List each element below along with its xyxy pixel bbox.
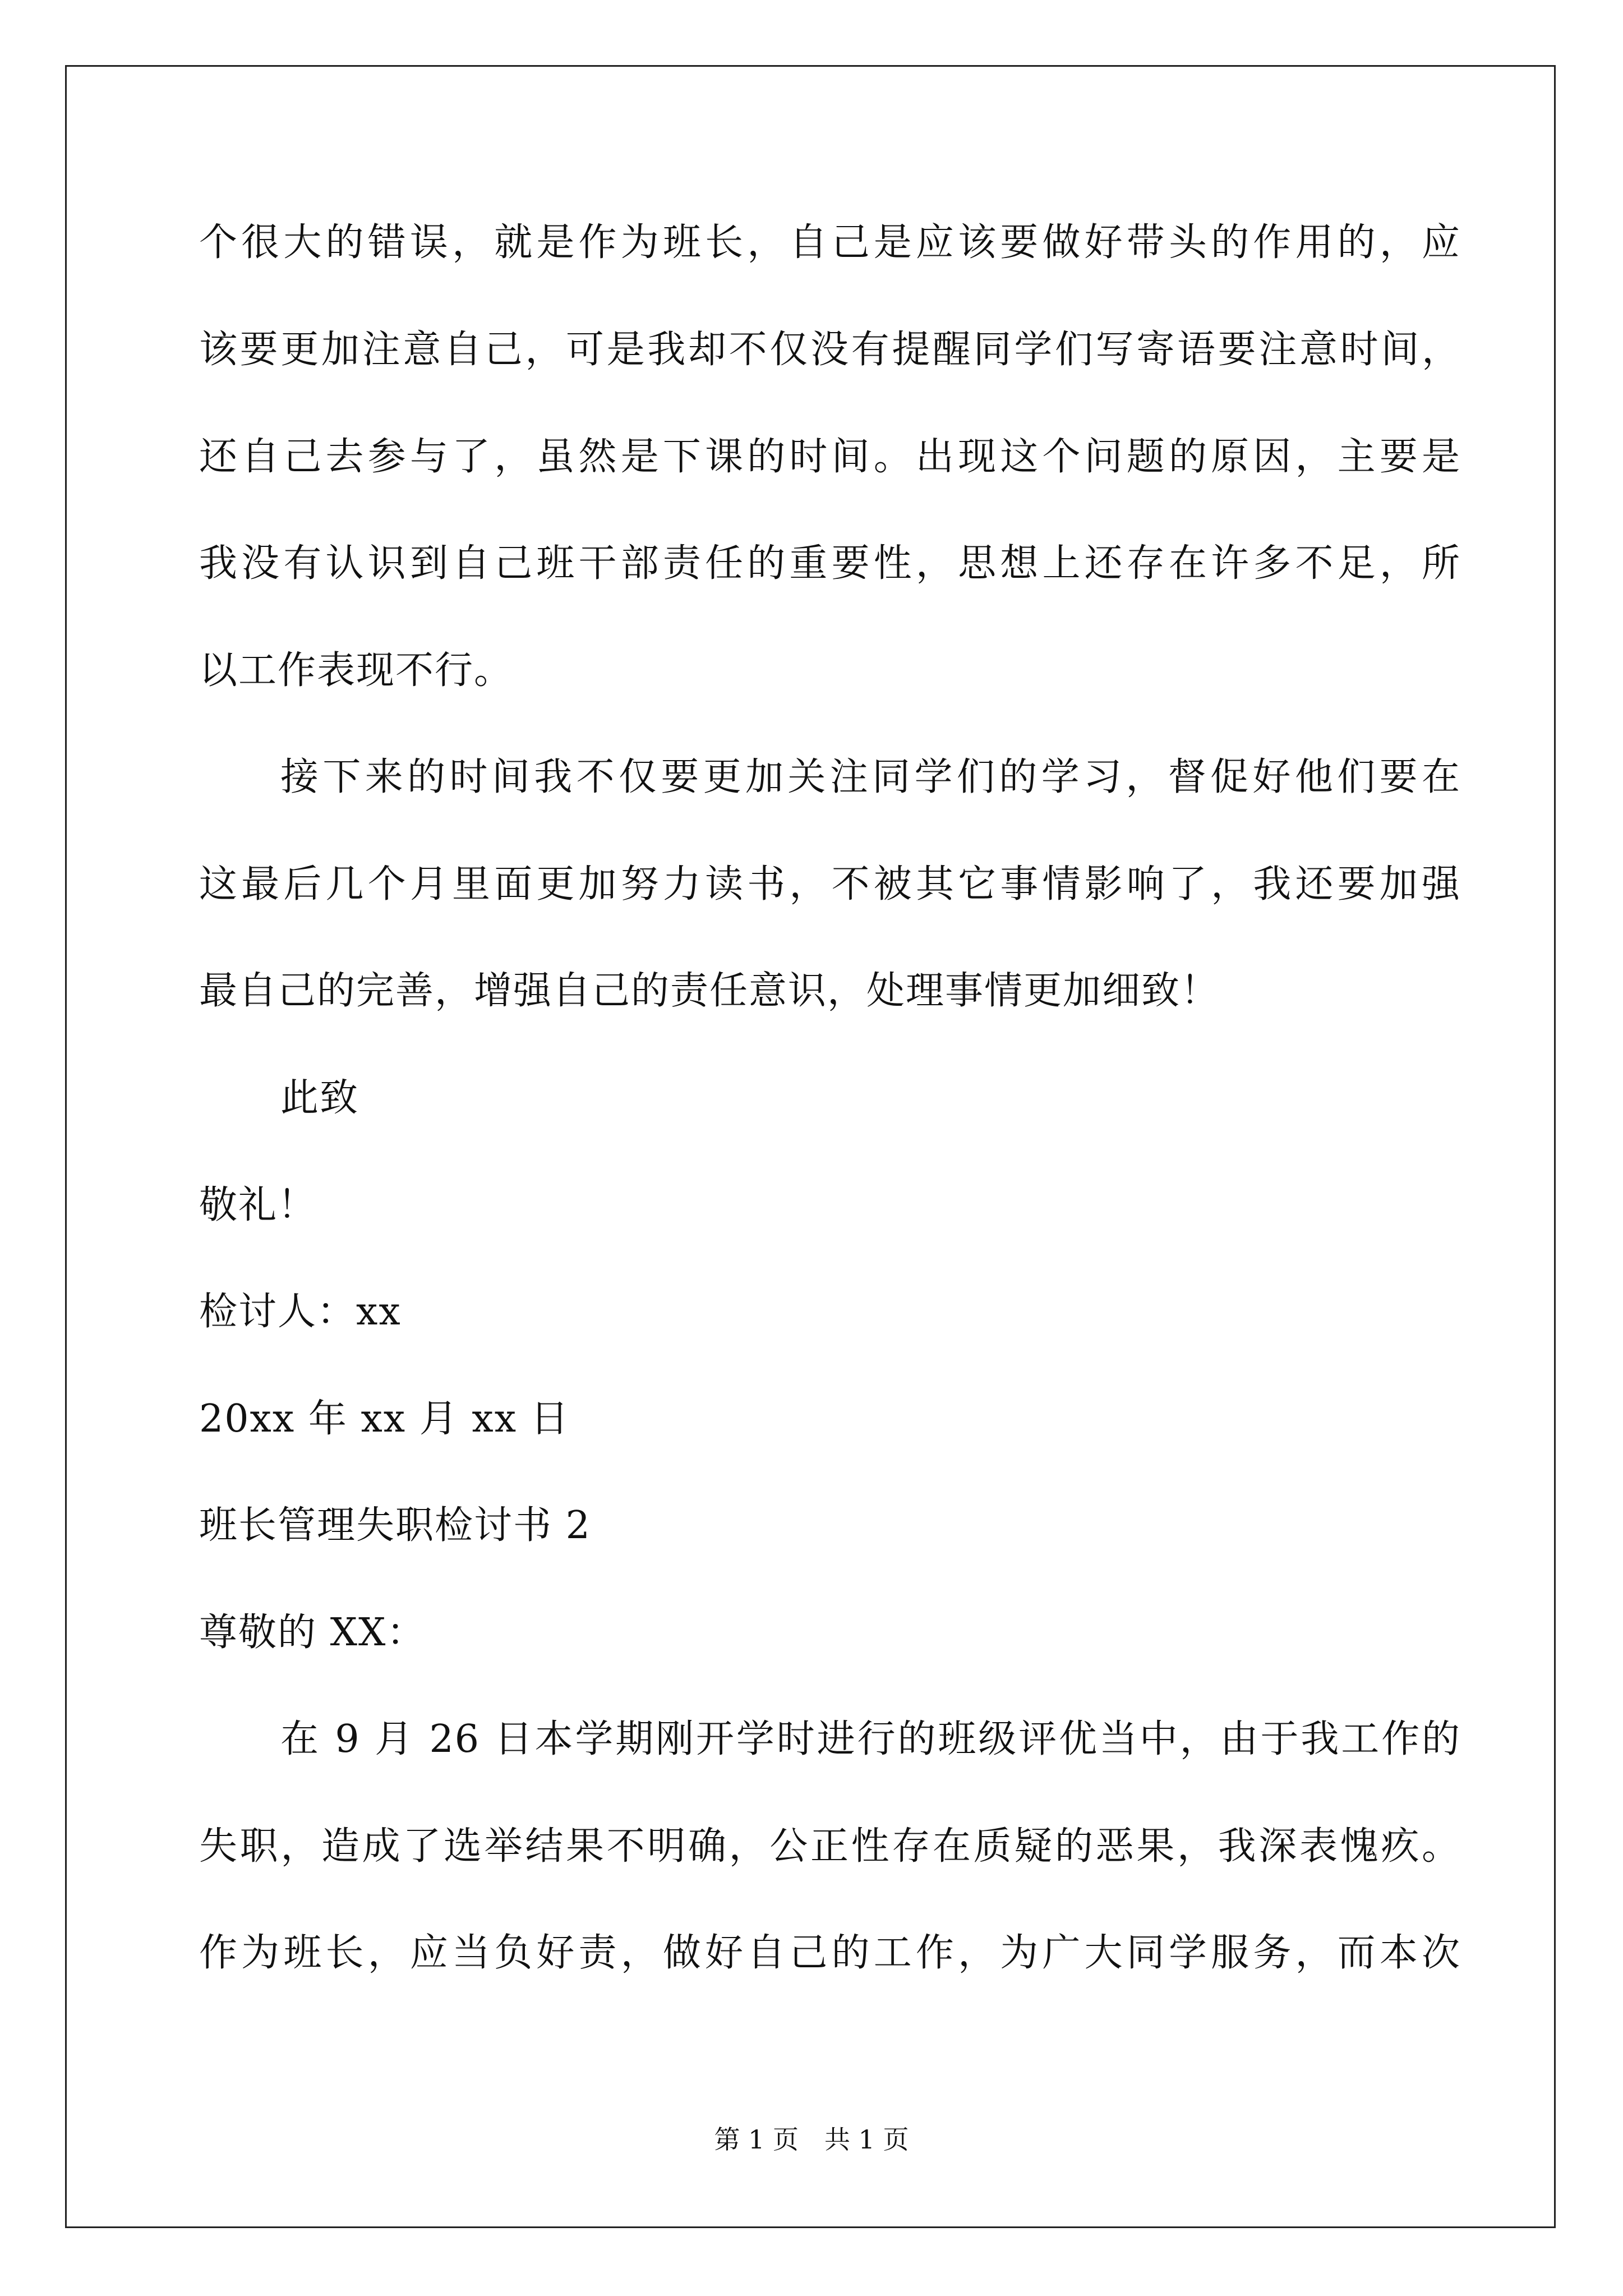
greeting-line: 尊敬的 XX： — [199, 1611, 426, 1655]
paragraph-line: 接下来的时间我不仅要更加关注同学们的学习，督促好他们要在 — [280, 755, 1461, 799]
date-line: 20xx 年 xx 月 xx 日 — [199, 1397, 570, 1441]
closing-regards: 敬礼！ — [199, 1183, 317, 1227]
page-border — [65, 65, 1556, 2228]
paragraph-line: 还自己去参与了，虽然是下课的时间。出现这个问题的原因，主要是 — [199, 435, 1461, 479]
paragraph-line: 该要更加注意自己，可是我却不仅没有提醒同学们写寄语要注意时间， — [199, 328, 1461, 372]
signer-line: 检讨人：xx — [199, 1290, 402, 1334]
paragraph-line: 失职，造成了选举结果不明确，公正性存在质疑的恶果，我深表愧疚。 — [199, 1824, 1461, 1869]
paragraph-line: 这最后几个月里面更加努力读书，不被其它事情影响了，我还要加强 — [199, 862, 1461, 907]
paragraph-line: 以工作表现不行。 — [199, 648, 514, 693]
page-number-footer: 第 1 页 共 1 页 — [714, 2124, 909, 2155]
section-title: 班长管理失职检讨书 2 — [199, 1503, 591, 1548]
paragraph-line: 我没有认识到自己班干部责任的重要性，思想上还存在许多不足，所 — [199, 541, 1461, 586]
paragraph-line: 在 9 月 26 日本学期刚开学时进行的班级评优当中，由于我工作的 — [280, 1717, 1461, 1761]
closing-salutation: 此致 — [280, 1076, 359, 1120]
paragraph-line: 个很大的错误，就是作为班长，自己是应该要做好带头的作用的，应 — [199, 220, 1461, 265]
paragraph-line: 作为班长，应当负好责，做好自己的工作，为广大同学服务，而本次 — [199, 1931, 1461, 1975]
paragraph-line: 最自己的完善，增强自己的责任意识，处理事情更加细致！ — [199, 969, 1220, 1013]
